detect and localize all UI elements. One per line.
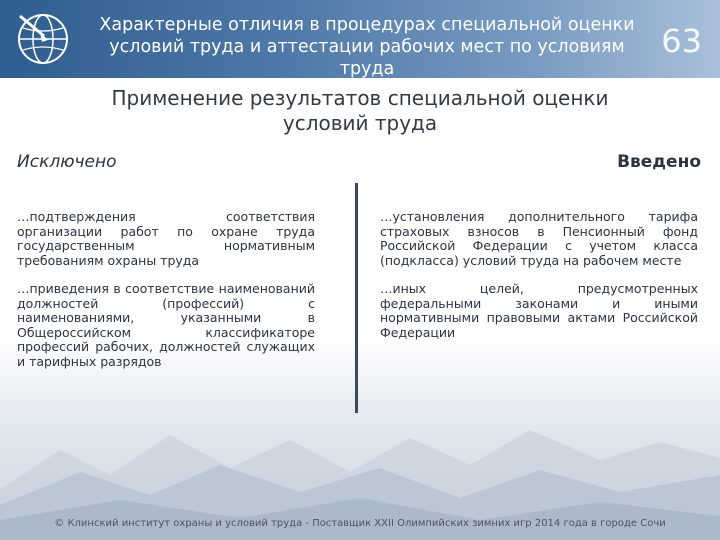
right-column bbox=[380, 210, 698, 354]
column-divider bbox=[355, 183, 358, 413]
right-item: …установления дополнительного тарифа страховых взносов в Пенсионный фонд Российской Федерации с учетом класса (подкласса) условий труда на рабочем месте bbox=[380, 209, 698, 268]
footer-copyright: © Клинский институт охраны и условий труда - Поставщик XXII Олимпийских зимних игр 2014 года в городе Сочи bbox=[54, 518, 666, 529]
right-column-heading: Введено bbox=[617, 152, 701, 172]
header-title-line2: условий труда и аттестации рабочих мест по условиям труда bbox=[109, 37, 625, 79]
left-item: …подтверждения соответствия организации работ по охране труда государственным нормативным требованиям охраны труда bbox=[17, 209, 315, 268]
left-column bbox=[17, 210, 315, 383]
mountains-background bbox=[0, 380, 720, 540]
header-title bbox=[82, 14, 652, 80]
right-item: …иных целей, предусмотренных федеральными законами и иными нормативными правовыми актами Российской Федерации bbox=[380, 281, 698, 340]
left-item: …приведения в соответствие наименований должностей (профессий) с наименованиями, указанными в Общероссийском классификаторе профессий рабочих, должностей служащих и тарифных разрядов bbox=[17, 281, 315, 369]
header-title-line1: Характерные отличия в процедурах специальной оценки bbox=[99, 15, 635, 35]
page-title-line1: Применение результатов специальной оценки bbox=[111, 86, 609, 110]
left-column-heading: Исключено bbox=[17, 152, 117, 172]
page-number: 63 bbox=[661, 22, 702, 60]
header-bar bbox=[0, 0, 720, 78]
page-title bbox=[60, 86, 660, 136]
globe-logo-icon bbox=[14, 10, 72, 68]
page-title-line2: условий труда bbox=[282, 111, 438, 135]
